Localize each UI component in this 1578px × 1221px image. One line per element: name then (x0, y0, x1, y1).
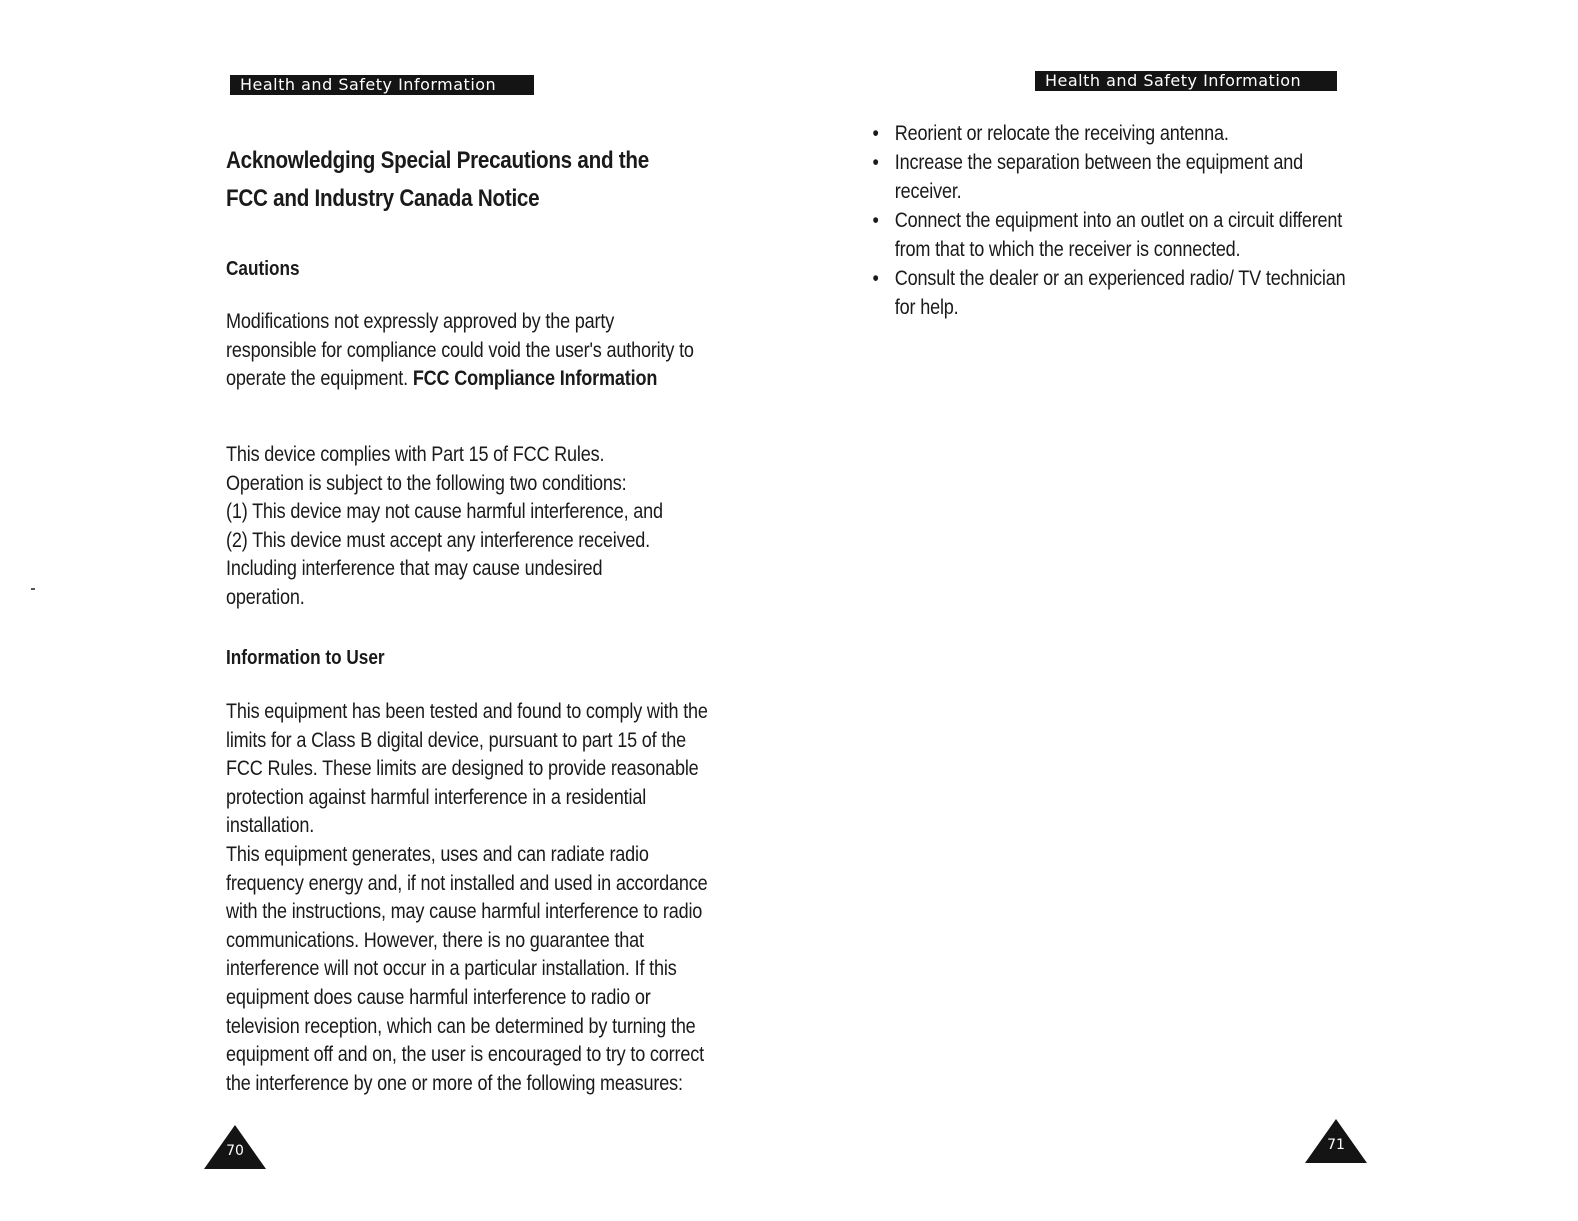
info-paragraph-1: This equipment has been tested and found to comply with the limits for a Class B digital device, pursuant to part 15 of the FCC Rules. These limits are designed to provide reasonable protection against harmful interference in a residential installation. (226, 700, 708, 838)
fcc-compliance-paragraph (226, 441, 721, 613)
measures-list (869, 119, 1351, 322)
fcc-line: (1) This device may not cause harmful interference, and (226, 500, 663, 524)
fcc-line: This device complies with Part 15 of FCC Rules. (226, 443, 605, 466)
bullet-icon: • (872, 122, 879, 145)
page-number-marker (204, 1125, 266, 1169)
list-item (869, 206, 1351, 264)
bullet-icon: • (872, 209, 879, 232)
bullet-icon: • (872, 267, 879, 290)
list-item-text: Consult the dealer or an experienced radio/ TV technician for help. (894, 267, 1346, 319)
fcc-line: (2) This device must accept any interference received. (226, 528, 651, 552)
scan-mark (31, 588, 35, 590)
list-item (869, 119, 1351, 148)
fcc-line: Operation is subject to the following two conditions: (226, 471, 627, 495)
cautions-heading: Cautions (226, 258, 300, 280)
section-header-bar: Health and Safety Information (1035, 71, 1337, 91)
list-item-text: Reorient or relocate the receiving antenna. (894, 122, 1229, 145)
right-page (789, 0, 1578, 1221)
fcc-compliance-heading: FCC Compliance Information (412, 367, 658, 391)
fcc-line: Including interference that may cause undesired (226, 557, 603, 581)
page-title-line-2: FCC and Industry Canada Notice (226, 185, 540, 212)
page-title-line-1: Acknowledging Special Precautions and the (226, 147, 649, 174)
modifications-paragraph (226, 308, 708, 394)
list-item (869, 148, 1351, 206)
section-header-bar: Health and Safety Information (230, 75, 534, 95)
page-number: 71 (1327, 1137, 1345, 1153)
page-number-marker (1305, 1119, 1367, 1163)
information-to-user-paragraph (226, 698, 716, 1098)
modifications-text: Modifications not expressly approved by the party responsible for compliance could void the user's authority to operate the equipment. (226, 310, 694, 391)
info-paragraph-2: This equipment generates, uses and can radiate radio frequency energy and, if not installed and used in accordance with the instructions, may cause harmful interference to radio communications. However, there is no guarantee that interference will not occur in a particular installation. If this equipment does cause harmful interference to radio or television reception, which can be determined by turning the equipment off and on, the user is encouraged to try to correct the interference by one or more of the following measures: (226, 842, 708, 1095)
page-number: 70 (226, 1143, 244, 1159)
page-title (226, 142, 673, 218)
list-item-text: Connect the equipment into an outlet on a circuit different from that to which the receiver is connected. (894, 209, 1343, 261)
list-item (869, 264, 1351, 322)
bullet-icon: • (872, 151, 879, 174)
information-to-user-heading: Information to User (226, 647, 385, 669)
fcc-line: operation. (226, 585, 305, 609)
list-item-text: Increase the separation between the equipment and receiver. (894, 151, 1304, 203)
